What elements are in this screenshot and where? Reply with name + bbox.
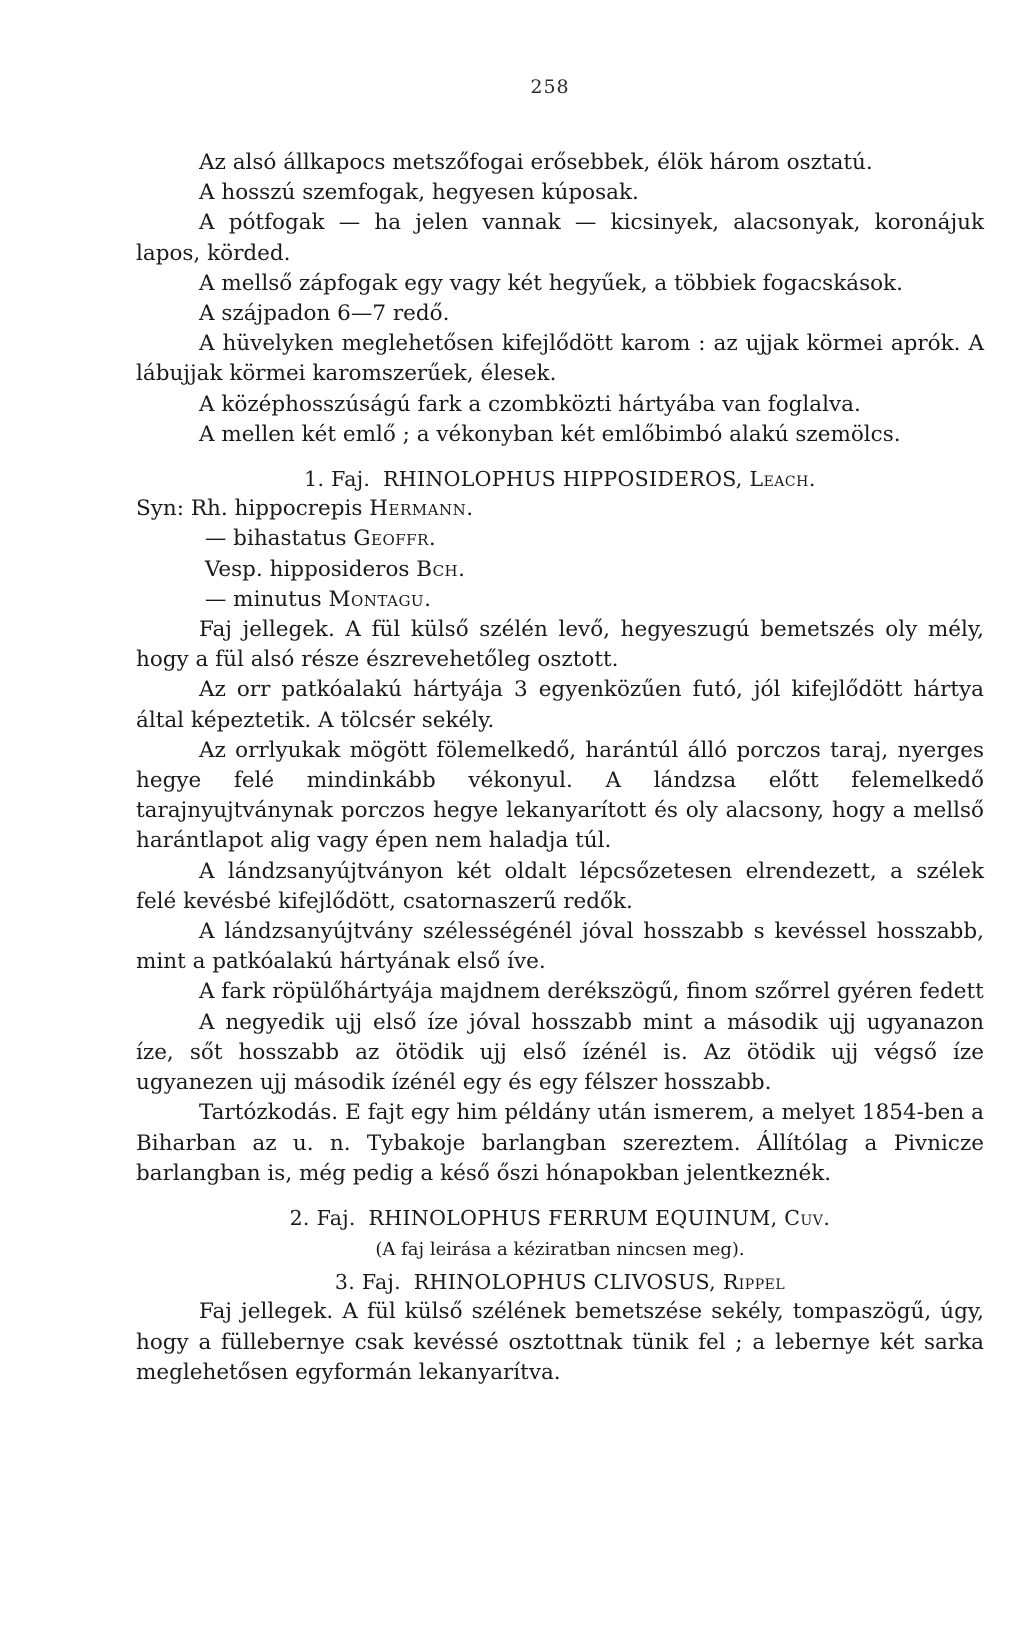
page-number: 258 [530, 76, 570, 98]
species-2-heading [136, 1203, 984, 1233]
synonym-author: Montagu. [328, 586, 432, 612]
intro-paragraph: A hüvelyken meglehetősen kifejlődött karom : az ujjak körmei aprók. A lábujjak körmei karomszerűek, élesek. [136, 331, 984, 387]
intro-paragraph: Az alsó állkapocs metszőfogai erősebbek, élök három osztatú. [199, 150, 873, 175]
synonym-line [136, 494, 984, 524]
intro-paragraph: A hosszú szemfogak, hegyesen kúposak. [199, 180, 639, 206]
species-3-heading [136, 1267, 984, 1297]
species-1-name: RHINOLOPHUS HIPPOSIDEROS, [383, 467, 743, 492]
species-1-paragraph: Az orrlyukak mögött fölemelkedő, harántúl álló porczos taraj, nyerges hegye felé mindinkább vékonyul. A lándzsa előtt felemelkedő tarajnyujtványnak porczos hegye lekanyarított és oly alacsony, hogy a mellső harántlapot alig vagy épen nem haladja túl. [136, 737, 984, 854]
synonym-name: — bihastatus [204, 526, 347, 552]
synonym-line [136, 524, 984, 554]
synonym-author: Geoffr. [353, 526, 437, 552]
synonym-author: Bch. [416, 556, 466, 582]
species-1-paragraph: A negyedik ujj első íze jóval hosszabb mint a második ujj ugyanazon íze, sőt hosszabb az ötödik ujj első ízénél is. Az ötödik ujj végső íze ugyanezen ujj második ízénél egy és egy félszer hosszabb. [136, 1009, 984, 1096]
species-1-author: Leach. [749, 467, 816, 492]
species-2-author: Cuv. [784, 1205, 831, 1230]
species-1-number: 1. Faj. [304, 467, 371, 492]
species-1-heading [136, 464, 984, 494]
synonym-name: Rh. hippocrepis [190, 496, 363, 522]
synonym-line [136, 585, 984, 615]
species-3-author: Rippel [722, 1270, 786, 1295]
intro-paragraph: A középhosszúságú fark a czombközti hártyába van foglalva. [199, 391, 861, 417]
species-3-name: RHINOLOPHUS CLIVOSUS, [413, 1270, 716, 1295]
intro-paragraph: A mellső zápfogak egy vagy két hegyűek, a többiek fogacskások. [199, 270, 903, 296]
species-1-paragraph: A lándzsanyújtványon két oldalt lépcsőzetesen elrendezett, a szélek felé kevésbé kifejlődött, csatornaszerű redők. [136, 858, 984, 914]
synonym-line [136, 555, 984, 585]
species-3-number: 3. Faj. [334, 1270, 401, 1295]
intro-paragraph: A pótfogak — ha jelen vannak — kicsinyek, alacsonyak, koronájuk lapos, körded. [136, 210, 984, 266]
synonym-name: — minutus [204, 586, 322, 612]
species-1-paragraph: Faj jellegek. A fül külső szélén levő, hegyeszugú bemetszés oly mély, hogy a fül alsó része észrevehetőleg osztott. [136, 617, 984, 673]
species-1-paragraph: Tartózkodás. E fajt egy him példány után ismerem, a melyet 1854-ben a Biharban az u. n. Tybakoje barlangban szereztem. Állítólag a Pivnicze barlangban is, még pedig a késő őszi hónapokban jelentkeznék. [136, 1100, 984, 1186]
species-1-paragraph: A lándzsanyújtvány szélességénél jóval hosszabb s kevéssel hosszabb, mint a patkóalakú hártyának első íve. [136, 919, 984, 975]
synonym-author: Hermann. [369, 496, 474, 522]
species-3-paragraph: Faj jellegek. A fül külső szélének bemetszése sekély, tompaszögű, úgy, hogy a füllebernye csak kevéssé osztottnak tünik fel ; a lebernye két sarka meglehetősen egyformán lekanyarítva. [136, 1299, 984, 1385]
species-2-note: (A faj leirása a kéziratban nincsen meg). [375, 1239, 745, 1261]
synonym-prefix: Syn: [136, 496, 184, 522]
species-2-name: RHINOLOPHUS FERRUM EQUINUM, [368, 1205, 778, 1230]
page-body [136, 148, 984, 1388]
synonym-name: Vesp. hipposideros [204, 556, 410, 582]
species-1-paragraph: Az orr patkóalakú hártyája 3 egyenközűen futó, jól kifejlődött hártya által képeztetik. A tölcsér sekély. [136, 677, 984, 733]
intro-paragraph: A mellen két emlő ; a vékonyban két emlőbimbó alakú szemölcs. [199, 421, 901, 447]
intro-paragraph: A szájpadon 6—7 redő. [199, 301, 450, 327]
species-1-paragraph: A fark röpülőhártyája majdnem derékszögű, finom szőrrel gyéren fedett [199, 979, 984, 1005]
species-2-number: 2. Faj. [289, 1205, 356, 1230]
